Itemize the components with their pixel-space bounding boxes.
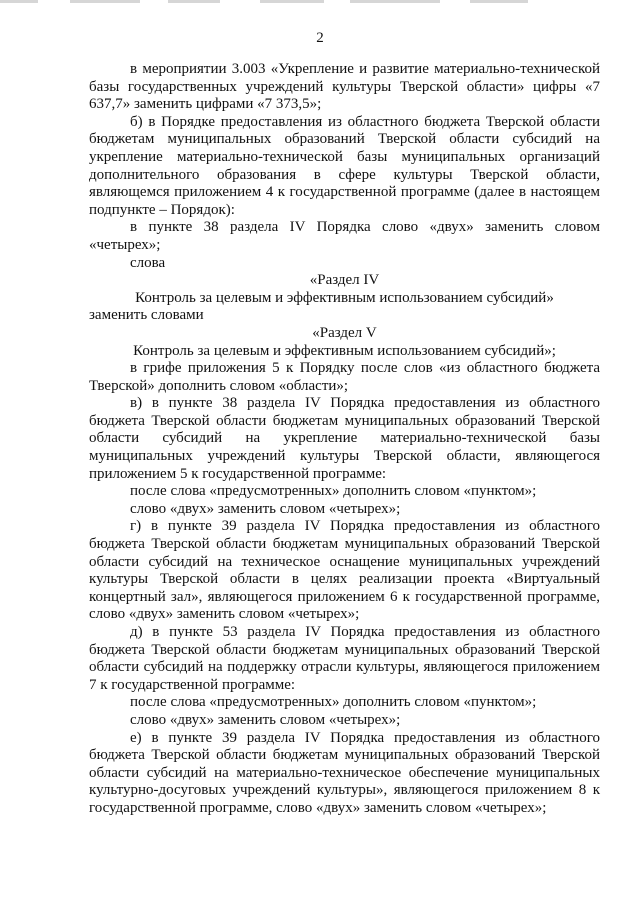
section-title-old: Контроль за целевым и эффективным использованием субсидий»	[135, 289, 554, 306]
paragraph-replace-two-four-2: слово «двух» заменить словом «четырех»;	[130, 711, 401, 728]
document-body	[89, 61, 600, 818]
paragraph-point-38-replace: в пункте 38 раздела IV Порядка слово «двух» заменить словом «четырех»;	[89, 219, 600, 253]
page-number: 2	[316, 30, 324, 46]
paragraph-v-point-38: в) в пункте 38 раздела IV Порядка предоставления из областного бюджета Тверской области бюджетам муниципальных образований Тверской области субсидий на укрепление материально-технической базы муниципальных учреждений культуры Тверской области, являющегося приложением 5 к государственной программе:	[89, 395, 600, 482]
paragraph-e-point-39: е) в пункте 39 раздела IV Порядка предоставления из областного бюджета Тверской области бюджетам муниципальных образований Тверской области субсидий на материально-техническое обеспечение муниципальных культурно-досуговых учреждений культуры», являющегося приложением 8 к государственной программе, слово «двух» заменить словом «четырех»;	[89, 729, 600, 816]
scan-edge-artifact	[0, 0, 640, 3]
section-title-new: Контроль за целевым и эффективным использованием субсидий»;	[133, 342, 556, 359]
paragraph-b-order-appendix-4: б) в Порядке предоставления из областного бюджета Тверской области бюджетам муниципальных образований Тверской области субсидий на укрепление материально-технической базы муниципальных организаций дополнительного образования в сфере культуры Тверской области, являющемся приложением 4 к государственной программе (далее в настоящем подпункте – Порядок):	[89, 113, 600, 218]
section-heading-v: «Раздел V	[312, 324, 377, 341]
paragraph-replace-with-words: заменить словами	[89, 307, 204, 324]
paragraph-replace-two-four-1: слово «двух» заменить словом «четырех»;	[130, 500, 401, 517]
paragraph-add-word-punkt-1: после слова «предусмотренных» дополнить словом «пунктом»;	[130, 483, 537, 500]
paragraph-d-point-53: д) в пункте 53 раздела IV Порядка предоставления из областного бюджета Тверской области бюджетам муниципальных образований Тверской области субсидий на поддержку отрасли культуры, являющегося приложением 7 к государственной программе:	[89, 624, 600, 693]
paragraph-measure-3003: в мероприятии 3.003 «Укрепление и развитие материально-технической базы государственных учреждений культуры Тверской области» цифры «7 637,7» заменить цифрами «7 373,5»;	[89, 61, 600, 113]
paragraph-appendix-5-stamp: в грифе приложения 5 к Порядку после слов «из областного бюджета Тверской» дополнить словом «области»;	[89, 360, 600, 394]
paragraph-words: слова	[130, 254, 166, 271]
section-heading-iv: «Раздел IV	[309, 272, 380, 289]
paragraph-g-point-39: г) в пункте 39 раздела IV Порядка предоставления из областного бюджета Тверской области бюджетам муниципальных образований Тверской области субсидий на техническое оснащение муниципальных учреждений культуры Тверской области в целях реализации проекта «Виртуальный концертный зал», являющегося приложением 6 к государственной программе, слово «двух» заменить словом «четырех»;	[89, 518, 600, 623]
paragraph-add-word-punkt-2: после слова «предусмотренных» дополнить словом «пунктом»;	[130, 694, 537, 711]
